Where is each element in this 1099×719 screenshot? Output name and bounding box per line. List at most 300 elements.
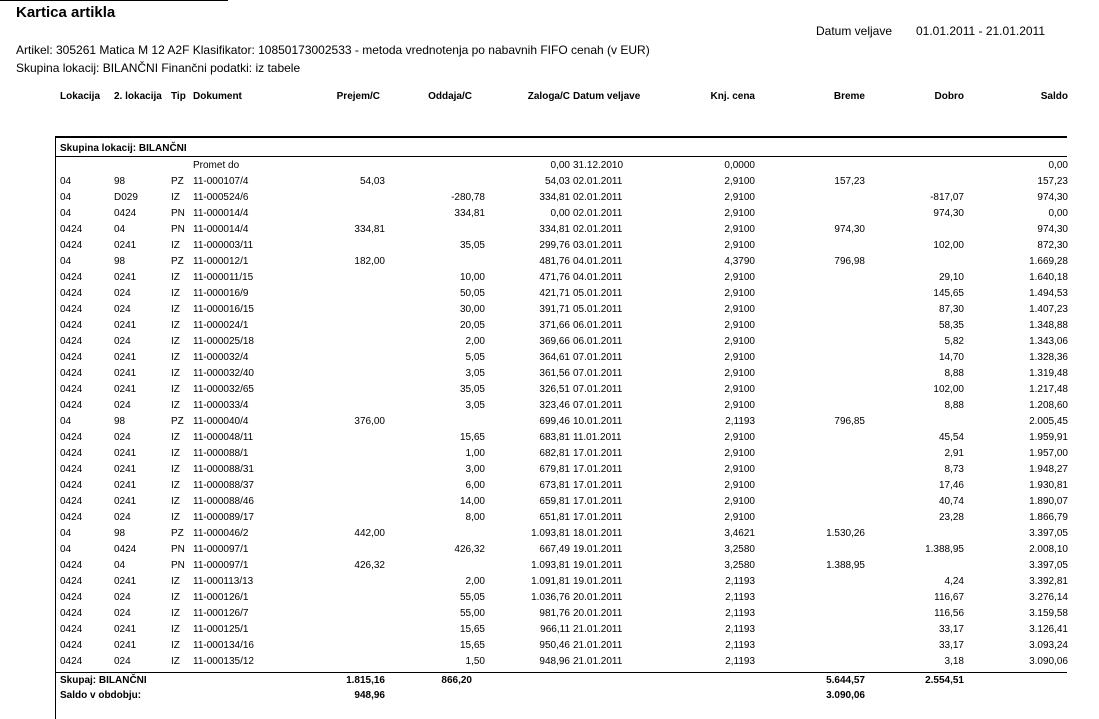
cell-datum: 02.01.2011 <box>573 176 623 187</box>
cell-zaloga: 981,76 <box>539 608 570 619</box>
cell-dokument: 11-000089/17 <box>193 512 254 523</box>
table-row <box>0 398 1099 414</box>
cell-zaloga: 334,81 <box>539 224 570 235</box>
cell-dokument: 11-000524/6 <box>193 192 249 203</box>
cell-dokument: 11-000088/37 <box>193 480 254 491</box>
cell-saldo: 1.930,81 <box>1029 480 1068 491</box>
table-row <box>0 622 1099 638</box>
table-row <box>0 158 1099 174</box>
cell-dokument: 11-000097/1 <box>193 560 249 571</box>
cell-lokacija2: 0241 <box>114 480 137 491</box>
cell-lokacija: 0424 <box>60 624 83 635</box>
cell-oddaja: 426,32 <box>454 544 485 555</box>
cell-saldo: 3.090,06 <box>1029 656 1068 667</box>
cell-knj-cena: 2,9100 <box>724 192 755 203</box>
cell-saldo: 1.669,28 <box>1029 256 1068 267</box>
group-rule <box>56 156 1067 157</box>
cell-lokacija: 0424 <box>60 272 83 283</box>
cell-zaloga: 948,96 <box>539 656 570 667</box>
cell-lokacija: 0424 <box>60 448 83 459</box>
cell-knj-cena: 2,1193 <box>725 576 755 587</box>
cell-dobro: 8,88 <box>944 368 964 379</box>
top-rule <box>0 0 228 1</box>
cell-saldo: 974,30 <box>1037 224 1068 235</box>
cell-dokument: 11-000025/18 <box>193 336 254 347</box>
cell-dokument: 11-000014/4 <box>193 208 249 219</box>
cell-lokacija: 0424 <box>60 560 83 571</box>
cell-tip: IZ <box>171 272 180 283</box>
cell-dobro: 58,35 <box>938 320 964 331</box>
cell-datum: 17.01.2011 <box>573 464 623 475</box>
cell-dokument: 11-000088/1 <box>193 448 249 459</box>
cell-knj-cena: 2,9100 <box>724 176 755 187</box>
header-oddaja: Oddaja/C <box>428 91 472 102</box>
table-row <box>0 238 1099 254</box>
cell-dobro: 2,91 <box>944 448 964 459</box>
cell-dokument: 11-000048/11 <box>193 432 254 443</box>
cell-tip: IZ <box>171 432 180 443</box>
cell-saldo: 1.343,06 <box>1029 336 1068 347</box>
cell-datum: 17.01.2011 <box>573 448 623 459</box>
header-saldo: Saldo <box>1040 91 1068 102</box>
cell-lokacija: 0424 <box>60 480 83 491</box>
cell-saldo: 3.093,24 <box>1029 640 1068 651</box>
cell-lokacija: 0424 <box>60 512 83 523</box>
cell-lokacija: 0424 <box>60 336 83 347</box>
cell-oddaja: 50,05 <box>459 288 485 299</box>
cell-lokacija: 04 <box>60 544 72 555</box>
table-row <box>0 190 1099 206</box>
cell-zaloga: 667,49 <box>539 544 570 555</box>
table-row <box>0 334 1099 350</box>
cell-lokacija2: 024 <box>114 400 131 411</box>
cell-oddaja: 15,65 <box>459 432 485 443</box>
cell-knj-cena: 2,9100 <box>724 224 755 235</box>
header-lokacija2: 2. lokacija <box>114 91 162 102</box>
cell-datum: 02.01.2011 <box>573 208 623 219</box>
cell-lokacija2: 0241 <box>114 496 137 507</box>
cell-zaloga: 326,51 <box>539 384 570 395</box>
table-row <box>0 382 1099 398</box>
table-row <box>0 254 1099 270</box>
table-row <box>0 206 1099 222</box>
cell-dobro: 8,88 <box>944 400 964 411</box>
header-breme: Breme <box>833 91 865 102</box>
table-row <box>0 302 1099 318</box>
cell-tip: IZ <box>171 400 180 411</box>
cell-prejem: 54,03 <box>359 176 385 187</box>
cell-tip: IZ <box>171 304 180 315</box>
cell-zaloga: 369,66 <box>539 336 570 347</box>
cell-dokument: 11-000024/1 <box>193 320 249 331</box>
cell-lokacija2: 024 <box>114 432 131 443</box>
table-row <box>0 638 1099 654</box>
cell-tip: PZ <box>171 528 184 539</box>
cell-oddaja: 6,00 <box>465 480 485 491</box>
cell-oddaja: 14,00 <box>459 496 485 507</box>
cell-datum: 20.01.2011 <box>573 592 623 603</box>
cell-dokument: 11-000088/46 <box>193 496 254 507</box>
cell-lokacija2: 024 <box>114 656 131 667</box>
cell-lokacija2: 024 <box>114 592 131 603</box>
cell-dokument: 11-000107/4 <box>193 176 249 187</box>
cell-knj-cena: 2,9100 <box>724 240 755 251</box>
cell-saldo: 1.328,36 <box>1029 352 1068 363</box>
cell-datum: 18.01.2011 <box>573 528 623 539</box>
cell-lokacija: 0424 <box>60 368 83 379</box>
cell-dokument: 11-000003/11 <box>193 240 254 251</box>
cell-tip: IZ <box>171 496 180 507</box>
cell-lokacija2: 04 <box>114 560 126 571</box>
skupaj-prejem: 1.815,16 <box>346 675 385 686</box>
table-row <box>0 446 1099 462</box>
cell-datum: 19.01.2011 <box>573 576 623 587</box>
cell-datum: 06.01.2011 <box>573 320 623 331</box>
cell-saldo: 1.208,60 <box>1029 400 1068 411</box>
cell-dobro: 102,00 <box>933 240 964 251</box>
cell-dobro: 87,30 <box>938 304 964 315</box>
cell-datum: 21.01.2011 <box>573 624 623 635</box>
cell-tip: IZ <box>171 624 180 635</box>
cell-lokacija2: 0241 <box>114 240 137 251</box>
cell-dobro: 8,73 <box>944 464 964 475</box>
cell-zaloga: 966,11 <box>540 624 570 635</box>
cell-saldo: 3.397,05 <box>1029 528 1068 539</box>
cell-saldo: 872,30 <box>1037 240 1068 251</box>
cell-saldo: 0,00 <box>1048 208 1068 219</box>
cell-tip: IZ <box>171 336 180 347</box>
header-dobro: Dobro <box>934 91 964 102</box>
cell-datum: 06.01.2011 <box>573 336 623 347</box>
table-row <box>0 462 1099 478</box>
table-row <box>0 590 1099 606</box>
skupaj-label: Skupaj: BILANČNI <box>60 675 147 686</box>
cell-zaloga: 364,61 <box>539 352 570 363</box>
cell-datum: 02.01.2011 <box>573 192 623 203</box>
cell-breme: 796,85 <box>834 416 865 427</box>
cell-knj-cena: 2,9100 <box>724 272 755 283</box>
cell-knj-cena: 0,0000 <box>724 160 755 171</box>
cell-knj-cena: 2,9100 <box>724 512 755 523</box>
cell-tip: IZ <box>171 320 180 331</box>
cell-dokument: Promet do <box>193 160 240 171</box>
cell-tip: IZ <box>171 592 180 603</box>
cell-datum: 19.01.2011 <box>573 544 623 555</box>
cell-lokacija2: 04 <box>114 224 126 235</box>
cell-zaloga: 323,46 <box>539 400 570 411</box>
cell-lokacija2: 98 <box>114 416 126 427</box>
cell-oddaja: 15,65 <box>459 640 485 651</box>
cell-knj-cena: 2,9100 <box>724 400 755 411</box>
table-row <box>0 174 1099 190</box>
cell-datum: 21.01.2011 <box>573 656 623 667</box>
cell-prejem: 426,32 <box>354 560 385 571</box>
cell-zaloga: 334,81 <box>539 192 570 203</box>
cell-tip: IZ <box>171 448 180 459</box>
table-body <box>0 158 1099 670</box>
cell-lokacija: 0424 <box>60 496 83 507</box>
cell-oddaja: 55,00 <box>459 608 485 619</box>
table-row <box>0 558 1099 574</box>
cell-dokument: 11-000011/15 <box>193 272 254 283</box>
cell-saldo: 3.276,14 <box>1029 592 1068 603</box>
cell-datum: 07.01.2011 <box>573 384 623 395</box>
cell-dokument: 11-000012/1 <box>193 256 249 267</box>
header-prejem: Prejem/C <box>336 91 380 102</box>
cell-lokacija: 0424 <box>60 464 83 475</box>
cell-zaloga: 683,81 <box>539 432 570 443</box>
cell-lokacija2: 024 <box>114 336 131 347</box>
cell-dokument: 11-000032/4 <box>193 352 249 363</box>
cell-oddaja: 35,05 <box>459 240 485 251</box>
cell-lokacija2: 024 <box>114 608 131 619</box>
cell-tip: IZ <box>171 512 180 523</box>
cell-oddaja: 10,00 <box>459 272 485 283</box>
cell-lokacija: 0424 <box>60 384 83 395</box>
cell-tip: IZ <box>171 464 180 475</box>
table-row <box>0 574 1099 590</box>
cell-saldo: 2.008,10 <box>1029 544 1068 555</box>
cell-tip: IZ <box>171 576 180 587</box>
cell-lokacija: 04 <box>60 176 72 187</box>
cell-lokacija2: 0241 <box>114 464 137 475</box>
cell-zaloga: 682,81 <box>539 448 570 459</box>
cell-zaloga: 679,81 <box>539 464 570 475</box>
datum-range: 01.01.2011 - 21.01.2011 <box>916 24 1045 38</box>
table-row <box>0 270 1099 286</box>
cell-dokument: 11-000033/4 <box>193 400 249 411</box>
table-row <box>0 366 1099 382</box>
cell-saldo: 974,30 <box>1037 192 1068 203</box>
cell-prejem: 334,81 <box>354 224 385 235</box>
table-row <box>0 318 1099 334</box>
cell-datum: 05.01.2011 <box>573 288 623 299</box>
cell-knj-cena: 2,9100 <box>724 304 755 315</box>
cell-knj-cena: 2,9100 <box>724 336 755 347</box>
cell-saldo: 1.948,27 <box>1029 464 1068 475</box>
cell-dobro: 40,74 <box>938 496 964 507</box>
cell-tip: PN <box>171 224 185 235</box>
cell-datum: 07.01.2011 <box>573 352 623 363</box>
cell-lokacija: 0424 <box>60 608 83 619</box>
cell-dobro: 45,54 <box>938 432 964 443</box>
cell-zaloga: 361,56 <box>539 368 570 379</box>
cell-tip: PN <box>171 208 185 219</box>
cell-knj-cena: 2,9100 <box>724 208 755 219</box>
cell-datum: 17.01.2011 <box>573 480 623 491</box>
cell-lokacija2: 0424 <box>114 208 137 219</box>
table-row <box>0 478 1099 494</box>
cell-dobro: 116,67 <box>934 592 964 603</box>
cell-oddaja: 30,00 <box>459 304 485 315</box>
cell-zaloga: 659,81 <box>539 496 570 507</box>
table-row <box>0 494 1099 510</box>
cell-saldo: 1.959,91 <box>1029 432 1068 443</box>
cell-lokacija: 0424 <box>60 352 83 363</box>
cell-lokacija2: 98 <box>114 176 126 187</box>
cell-dokument: 11-000032/40 <box>193 368 254 379</box>
cell-oddaja: 2,00 <box>465 576 485 587</box>
table-row <box>0 350 1099 366</box>
cell-dobro: -817,07 <box>930 192 964 203</box>
cell-tip: IZ <box>171 384 180 395</box>
header-rule <box>55 136 1067 138</box>
cell-dobro: 116,56 <box>934 608 964 619</box>
cell-lokacija2: D029 <box>114 192 138 203</box>
cell-zaloga: 950,46 <box>539 640 570 651</box>
footer-rule <box>56 672 1067 673</box>
cell-dobro: 4,24 <box>944 576 964 587</box>
cell-saldo: 1.348,88 <box>1029 320 1068 331</box>
saldo-prejem: 948,96 <box>354 690 385 701</box>
cell-saldo: 3.159,58 <box>1029 608 1068 619</box>
cell-saldo: 157,23 <box>1037 176 1068 187</box>
cell-datum: 03.01.2011 <box>573 240 623 251</box>
cell-zaloga: 1.091,81 <box>531 576 570 587</box>
cell-dokument: 11-000016/9 <box>193 288 249 299</box>
cell-knj-cena: 2,1193 <box>725 592 755 603</box>
cell-breme: 157,23 <box>834 176 865 187</box>
cell-lokacija2: 0424 <box>114 544 137 555</box>
table-row <box>0 222 1099 238</box>
cell-zaloga: 0,00 <box>550 160 570 171</box>
header-zaloga: Zaloga/C <box>527 91 570 102</box>
cell-knj-cena: 3,2580 <box>724 560 755 571</box>
cell-lokacija: 0424 <box>60 576 83 587</box>
cell-knj-cena: 2,9100 <box>724 368 755 379</box>
cell-oddaja: 15,65 <box>459 624 485 635</box>
table-row <box>0 510 1099 526</box>
cell-dobro: 17,46 <box>938 480 964 491</box>
cell-dobro: 14,70 <box>938 352 964 363</box>
cell-tip: IZ <box>171 240 180 251</box>
header-knj-cena: Knj. cena <box>710 91 755 102</box>
cell-dobro: 102,00 <box>933 384 964 395</box>
cell-lokacija: 0424 <box>60 656 83 667</box>
cell-tip: IZ <box>171 480 180 491</box>
cell-dokument: 11-000097/1 <box>193 544 249 555</box>
cell-lokacija2: 024 <box>114 512 131 523</box>
cell-zaloga: 371,66 <box>539 320 570 331</box>
cell-oddaja: 2,00 <box>465 336 485 347</box>
cell-dokument: 11-000135/12 <box>193 656 254 667</box>
cell-saldo: 1.217,48 <box>1029 384 1068 395</box>
cell-datum: 07.01.2011 <box>573 400 623 411</box>
cell-saldo: 1.494,53 <box>1029 288 1068 299</box>
cell-datum: 04.01.2011 <box>573 256 623 267</box>
cell-tip: IZ <box>171 288 180 299</box>
cell-oddaja: 20,05 <box>459 320 485 331</box>
cell-dobro: 33,17 <box>938 624 964 635</box>
cell-oddaja: 3,00 <box>465 464 485 475</box>
cell-lokacija2: 0241 <box>114 272 137 283</box>
report-title: Kartica artikla <box>16 4 116 21</box>
cell-dobro: 33,17 <box>938 640 964 651</box>
cell-prejem: 376,00 <box>354 416 385 427</box>
cell-knj-cena: 2,1193 <box>725 640 755 651</box>
cell-datum: 11.01.2011 <box>573 432 622 443</box>
cell-tip: IZ <box>171 640 180 651</box>
cell-dokument: 11-000088/31 <box>193 464 254 475</box>
cell-oddaja: 334,81 <box>454 208 485 219</box>
saldo-breme: 3.090,06 <box>826 690 865 701</box>
cell-datum: 07.01.2011 <box>573 368 623 379</box>
cell-dobro: 5,82 <box>944 336 964 347</box>
cell-dobro: 1.388,95 <box>925 544 964 555</box>
cell-saldo: 1.319,48 <box>1029 368 1068 379</box>
cell-lokacija2: 98 <box>114 528 126 539</box>
table-row <box>0 606 1099 622</box>
cell-lokacija: 04 <box>60 208 72 219</box>
table-row <box>0 414 1099 430</box>
cell-tip: IZ <box>171 608 180 619</box>
cell-tip: PZ <box>171 416 184 427</box>
cell-oddaja: 1,50 <box>465 656 485 667</box>
cell-dokument: 11-000134/16 <box>193 640 254 651</box>
cell-oddaja: 3,05 <box>465 400 485 411</box>
cell-zaloga: 1.036,76 <box>531 592 570 603</box>
cell-dobro: 3,18 <box>944 656 964 667</box>
header-tip: Tip <box>171 91 186 102</box>
cell-lokacija2: 0241 <box>114 320 137 331</box>
table-row <box>0 430 1099 446</box>
cell-knj-cena: 2,9100 <box>724 464 755 475</box>
cell-datum: 19.01.2011 <box>573 560 623 571</box>
cell-lokacija: 0424 <box>60 224 83 235</box>
cell-zaloga: 1.093,81 <box>531 560 570 571</box>
table-row <box>0 526 1099 542</box>
cell-oddaja: 35,05 <box>459 384 485 395</box>
cell-breme: 796,98 <box>834 256 865 267</box>
cell-tip: PN <box>171 560 185 571</box>
cell-zaloga: 673,81 <box>539 480 570 491</box>
cell-zaloga: 699,46 <box>539 416 570 427</box>
cell-datum: 02.01.2011 <box>573 224 623 235</box>
cell-dokument: 11-000016/15 <box>193 304 254 315</box>
header-dokument: Dokument <box>193 91 242 102</box>
cell-lokacija2: 98 <box>114 256 126 267</box>
cell-knj-cena: 2,9100 <box>724 448 755 459</box>
cell-saldo: 1.407,23 <box>1029 304 1068 315</box>
cell-lokacija2: 0241 <box>114 384 137 395</box>
cell-prejem: 182,00 <box>354 256 385 267</box>
cell-oddaja: -280,78 <box>451 192 485 203</box>
cell-dokument: 11-000126/1 <box>193 592 249 603</box>
cell-lokacija: 04 <box>60 192 72 203</box>
cell-oddaja: 3,05 <box>465 368 485 379</box>
cell-dokument: 11-000046/2 <box>193 528 249 539</box>
cell-oddaja: 8,00 <box>465 512 485 523</box>
cell-tip: IZ <box>171 192 180 203</box>
header-lokacija: Lokacija <box>60 91 101 102</box>
cell-saldo: 1.957,00 <box>1029 448 1068 459</box>
cell-tip: IZ <box>171 368 180 379</box>
skupaj-oddaja: 866,20 <box>441 675 472 686</box>
cell-lokacija2: 024 <box>114 304 131 315</box>
table-row <box>0 286 1099 302</box>
cell-tip: IZ <box>171 352 180 363</box>
cell-lokacija2: 0241 <box>114 640 137 651</box>
cell-datum: 10.01.2011 <box>573 416 623 427</box>
cell-knj-cena: 2,1193 <box>725 608 755 619</box>
cell-zaloga: 481,76 <box>539 256 570 267</box>
cell-saldo: 2.005,45 <box>1029 416 1068 427</box>
cell-zaloga: 0,00 <box>550 208 570 219</box>
cell-lokacija: 0424 <box>60 240 83 251</box>
cell-saldo: 1.866,79 <box>1029 512 1068 523</box>
cell-knj-cena: 2,9100 <box>724 432 755 443</box>
cell-knj-cena: 2,9100 <box>724 480 755 491</box>
